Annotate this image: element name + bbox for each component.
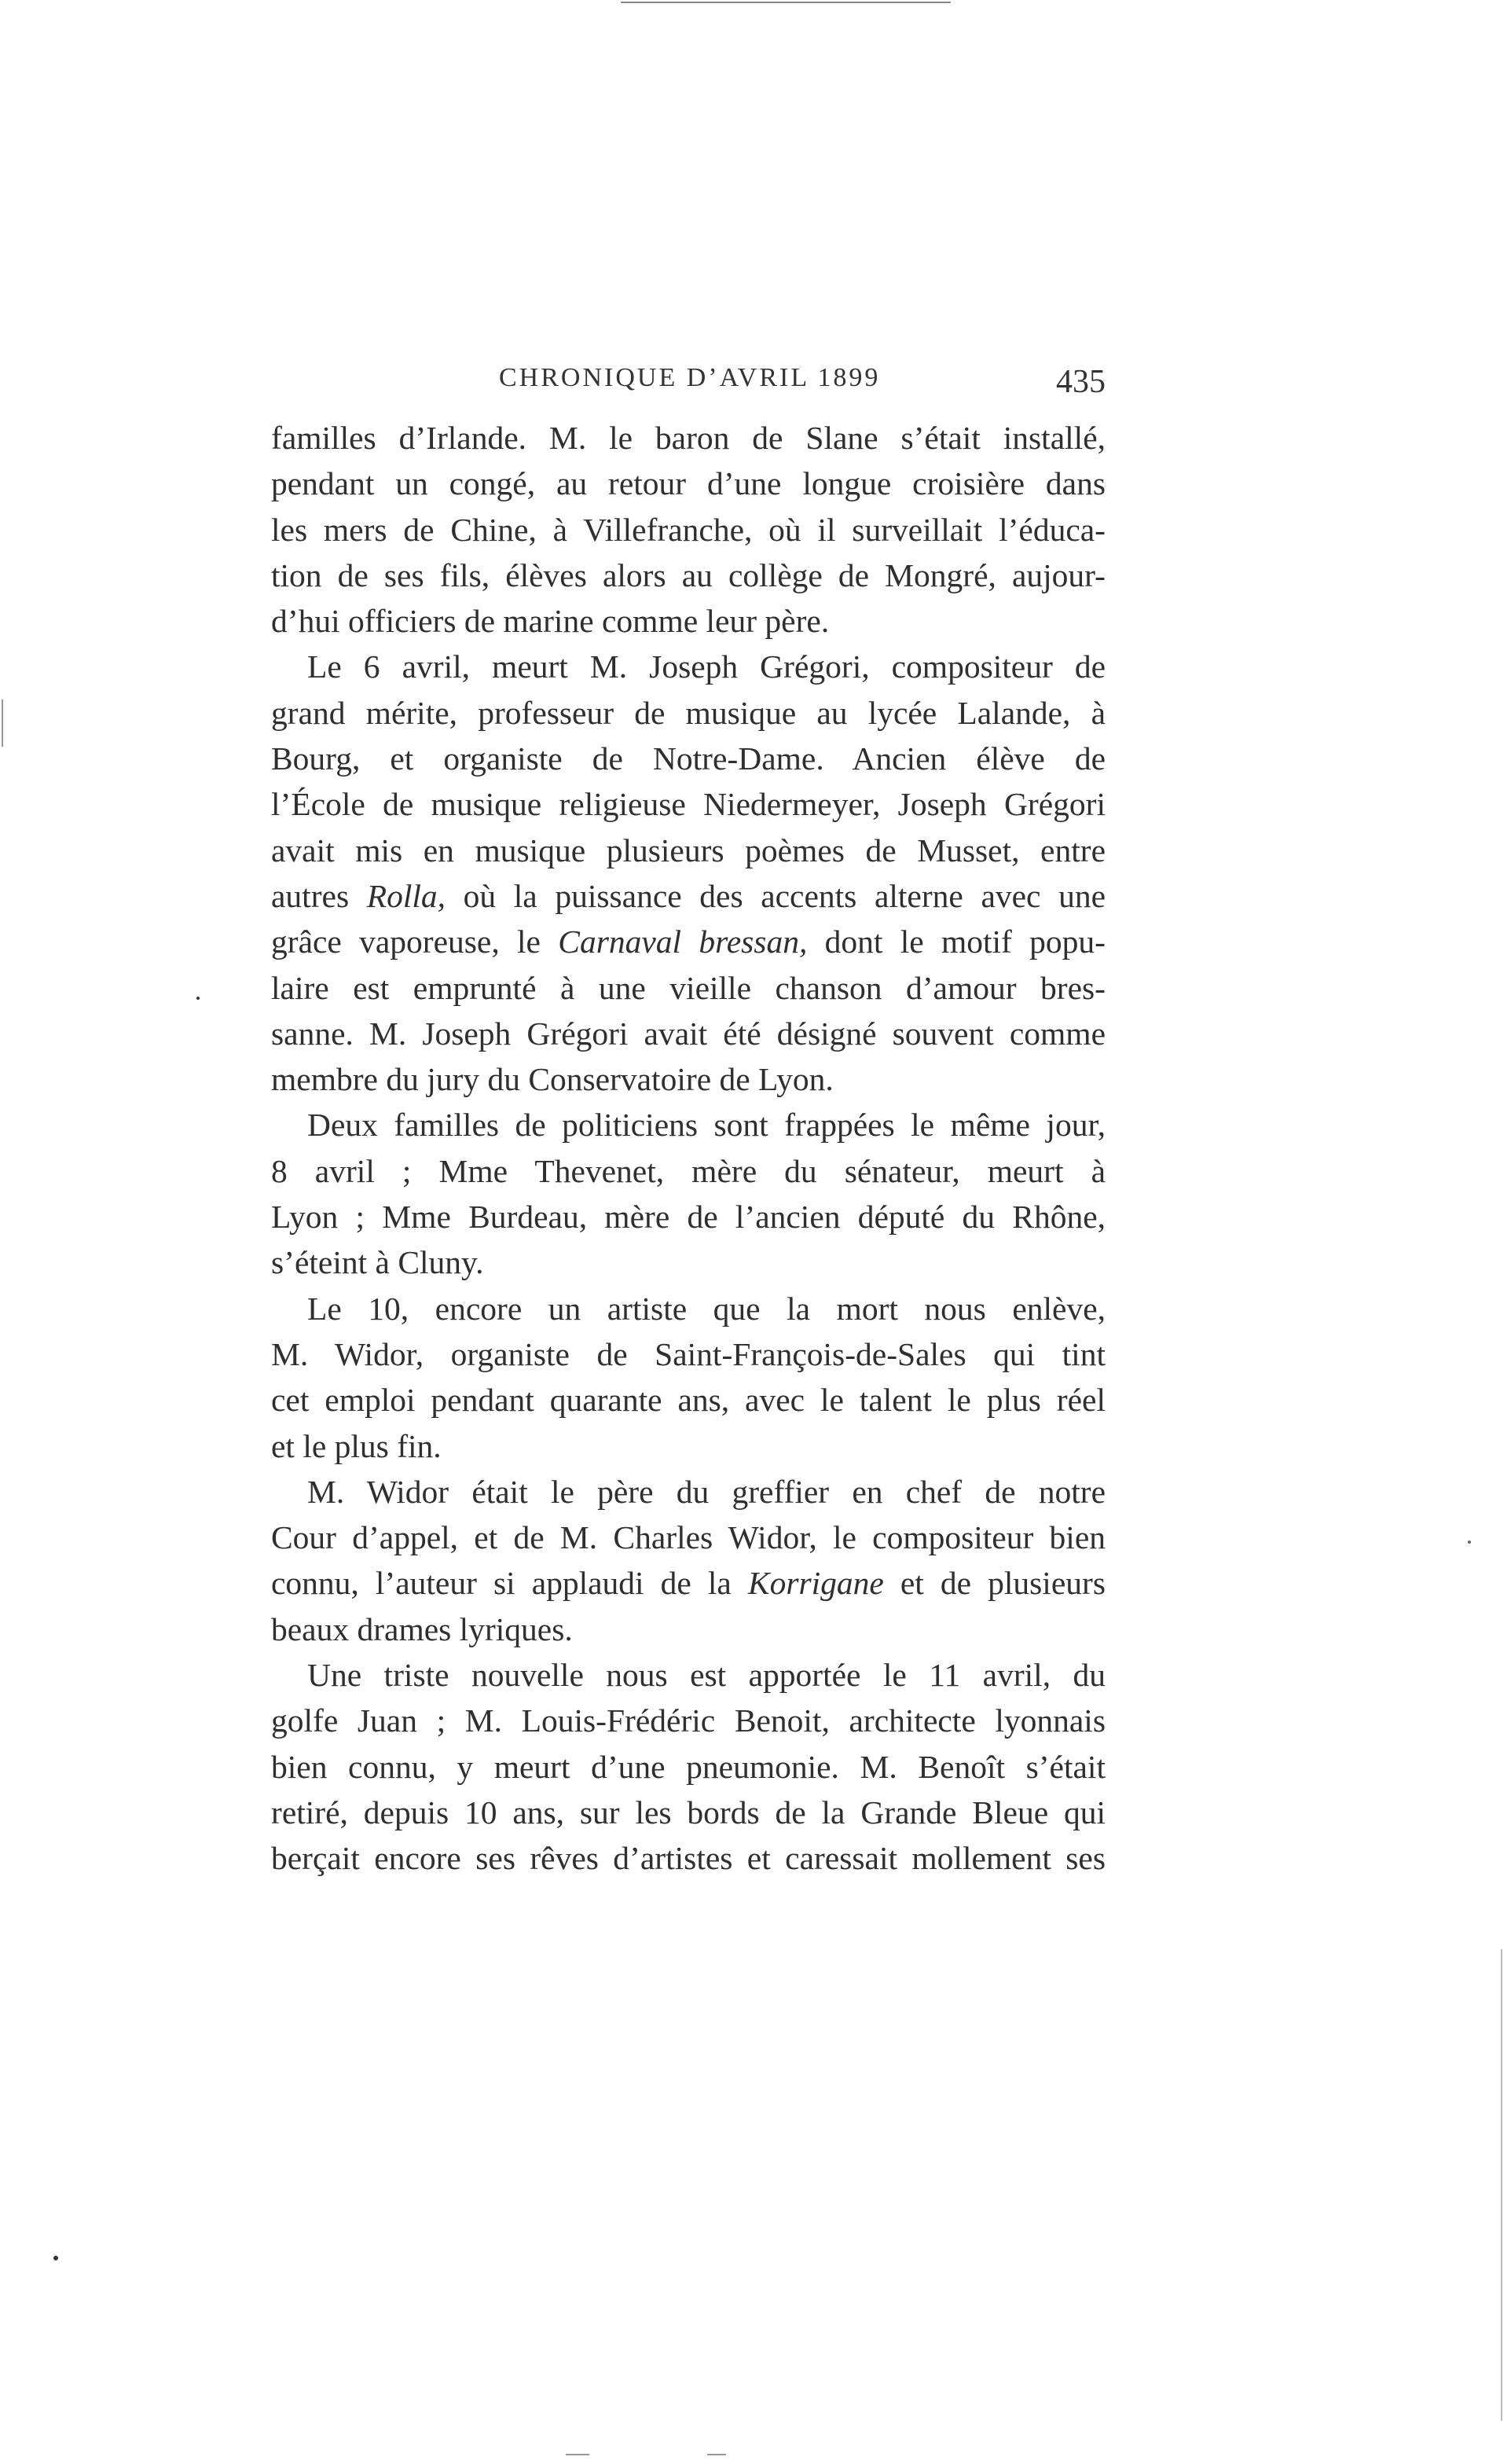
text-line: Le 10, encore un artiste que la mort nous enlève, bbox=[307, 1290, 1106, 1327]
text-line: M. Widor, organiste de Saint-François-de-Sales qui tint bbox=[271, 1335, 1106, 1372]
text-line: Cour d’appel, et de M. Charles Widor, le compositeur bien bbox=[271, 1519, 1106, 1556]
scan-edge-line bbox=[1501, 1949, 1502, 2421]
page-number: 435 bbox=[1056, 364, 1106, 400]
text-line: Le 6 avril, meurt M. Joseph Grégori, compositeur de bbox=[307, 648, 1106, 685]
italic-title: Korrigane bbox=[747, 1565, 884, 1602]
page-header bbox=[271, 363, 1106, 410]
italic-title: Carnaval bressan, bbox=[558, 924, 808, 960]
text-line: d’hui officiers de marine comme leur père. bbox=[271, 603, 830, 640]
text-line: laire est emprunté à une vieille chanson d’amour bres- bbox=[271, 969, 1106, 1006]
paragraph bbox=[271, 1652, 1106, 1881]
text-line: grand mérite, professeur de musique au lycée Lalande, à bbox=[271, 694, 1106, 731]
text-line: M. Widor était le père du greffier en chef de notre bbox=[307, 1473, 1106, 1510]
text-line: tion de ses fils, élèves alors au collège de Mongré, aujour- bbox=[271, 556, 1106, 593]
text-segment: grâce vaporeuse, le bbox=[271, 924, 559, 960]
paragraph bbox=[271, 1102, 1106, 1285]
italic-title: Rolla, bbox=[366, 877, 446, 914]
scan-speck bbox=[196, 997, 200, 1000]
body-text bbox=[271, 415, 1106, 1882]
text-line: Lyon ; Mme Burdeau, mère de l’ancien député du Rhône, bbox=[271, 1199, 1106, 1236]
text-segment: dont le motif popu- bbox=[807, 924, 1106, 960]
text-line bbox=[271, 1560, 1106, 1606]
text-segment: connu, l’auteur si applaudi de la bbox=[271, 1565, 748, 1602]
text-segment: autres bbox=[271, 877, 367, 914]
text-line: familles d’Irlande. M. le baron de Slane s’était installé, bbox=[271, 420, 1106, 456]
text-line: sanne. M. Joseph Grégori avait été désigné souvent comme bbox=[271, 1015, 1106, 1052]
paragraph bbox=[271, 1469, 1106, 1652]
scan-speck bbox=[53, 2256, 58, 2260]
text-segment: où la puissance des accents alterne avec une bbox=[446, 877, 1106, 914]
text-line: retiré, depuis 10 ans, sur les bords de la Grande Bleue qui bbox=[271, 1794, 1106, 1831]
running-title: CHRONIQUE D’AVRIL 1899 bbox=[499, 363, 881, 392]
scan-speck bbox=[1468, 1540, 1471, 1544]
scan-edge-line bbox=[707, 2454, 726, 2455]
text-line: membre du jury du Conservatoire de Lyon. bbox=[271, 1061, 834, 1098]
text-line: avait mis en musique plusieurs poèmes de Musset, entre bbox=[271, 832, 1106, 868]
text-line: s’éteint à Cluny. bbox=[271, 1244, 484, 1281]
paragraph bbox=[271, 415, 1106, 644]
text-line: golfe Juan ; M. Louis-Frédéric Benoit, architecte lyonnais bbox=[271, 1702, 1106, 1739]
scan-edge-line bbox=[566, 2454, 589, 2455]
text-line: Bourg, et organiste de Notre-Dame. Ancien élève de bbox=[271, 740, 1106, 777]
text-line: et le plus fin. bbox=[271, 1427, 442, 1464]
text-line: beaux drames lyriques. bbox=[271, 1610, 573, 1647]
text-line: cet emploi pendant quarante ans, avec le talent le plus réel bbox=[271, 1382, 1106, 1419]
text-line bbox=[271, 919, 1106, 964]
text-line bbox=[271, 873, 1106, 919]
text-line: berçait encore ses rêves d’artistes et caressait mollement ses bbox=[271, 1840, 1106, 1877]
text-line: Deux familles de politiciens sont frappées le même jour, bbox=[307, 1107, 1106, 1144]
text-line: Une triste nouvelle nous est apportée le 11 avril, du bbox=[307, 1657, 1106, 1694]
text-segment: et de plusieurs bbox=[883, 1565, 1106, 1602]
text-line: 8 avril ; Mme Thevenet, mère du sénateur, meurt à bbox=[271, 1152, 1106, 1189]
text-line: bien connu, y meurt d’une pneumonie. M. Benoît s’était bbox=[271, 1748, 1106, 1785]
text-line: l’École de musique religieuse Niedermeyer, Joseph Grégori bbox=[271, 786, 1106, 823]
text-line: les mers de Chine, à Villefranche, où il surveillait l’éduca- bbox=[271, 511, 1106, 548]
paragraph bbox=[271, 644, 1106, 1102]
paragraph bbox=[271, 1286, 1106, 1469]
scan-edge-line bbox=[621, 2, 951, 3]
scan-edge-line bbox=[2, 700, 3, 747]
text-line: pendant un congé, au retour d’une longue croisière dans bbox=[271, 465, 1106, 502]
